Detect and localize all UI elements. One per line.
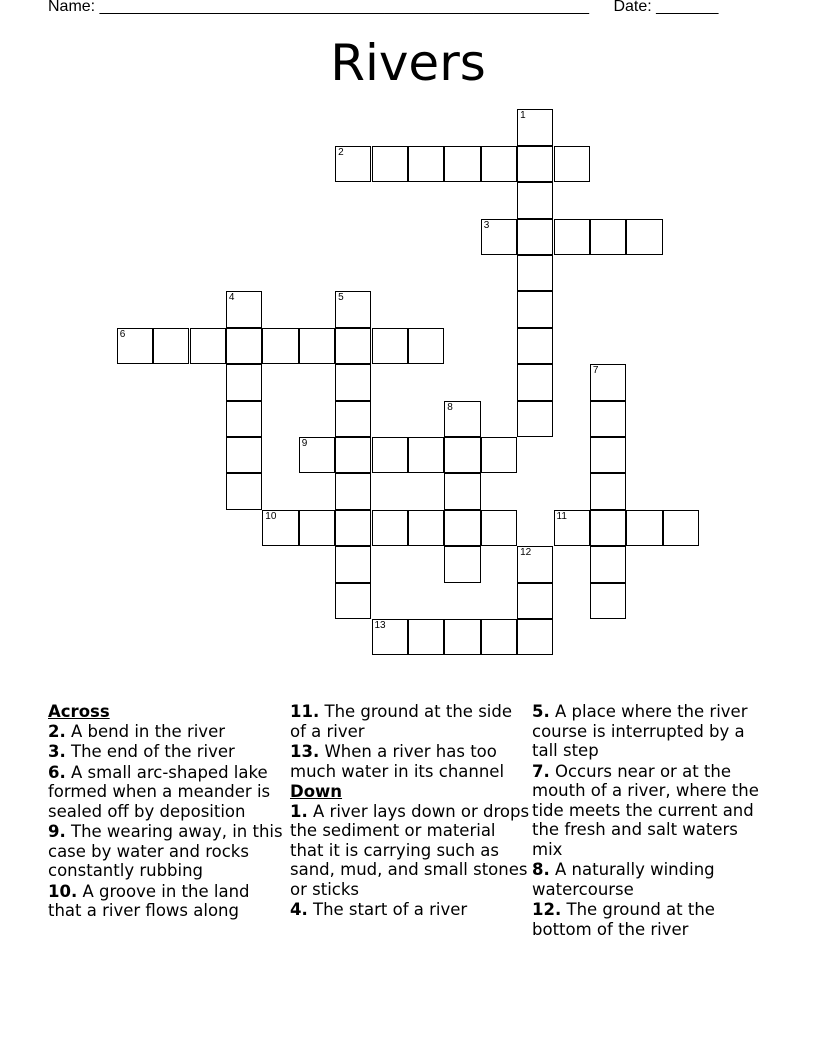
name-label: Name: <box>48 0 96 15</box>
grid-cell[interactable] <box>444 146 480 182</box>
clue-number: 11 <box>556 510 567 522</box>
grid-cell[interactable] <box>517 328 553 364</box>
clue-column-3 <box>532 702 772 940</box>
clue-number: 4 <box>228 292 235 304</box>
clue-text: A river lays down or drops the sediment or material that it is carrying such as sand, mud, and small stones or sticks <box>290 801 530 899</box>
grid-cell[interactable] <box>190 328 226 364</box>
clue-number: 2 <box>338 146 344 158</box>
grid-cell[interactable] <box>335 437 371 473</box>
grid-cell[interactable] <box>335 473 371 509</box>
clue-number-label: 5. <box>532 702 550 721</box>
clue-text: Occurs near or at the mouth of a river, where the tide meets the current and the fresh and salt waters mix <box>532 761 759 859</box>
grid-cell[interactable] <box>262 328 298 364</box>
grid-cell[interactable] <box>335 546 371 582</box>
clue-text: A small arc-shaped lake formed when a meander is sealed off by deposition <box>48 762 271 821</box>
clue-number: 5 <box>338 292 344 304</box>
clue-number-label: 13. <box>290 742 320 761</box>
clue-number-label: 3. <box>48 742 66 761</box>
clue-number: 7 <box>592 365 599 377</box>
grid-cell[interactable] <box>590 219 626 255</box>
grid-cell[interactable] <box>444 401 480 437</box>
grid-cell[interactable] <box>299 510 335 546</box>
clue-number-label: 8. <box>532 860 550 879</box>
clue-number-label: 1. <box>290 801 308 821</box>
grid-cell[interactable] <box>117 328 153 364</box>
clue-item <box>532 860 772 899</box>
clue-number-label: 10. <box>48 881 78 901</box>
grid-cell[interactable] <box>408 510 444 546</box>
across-heading: Across <box>48 702 110 721</box>
grid-cell[interactable] <box>226 291 262 327</box>
grid-cell[interactable] <box>262 510 298 546</box>
grid-cell[interactable] <box>444 437 480 473</box>
grid-cell[interactable] <box>226 401 262 437</box>
clue-number: 8 <box>447 401 453 413</box>
grid-cell[interactable] <box>335 583 371 619</box>
clue-text: The ground at the bottom of the river <box>532 900 715 939</box>
grid-cell[interactable] <box>517 109 553 145</box>
grid-cell[interactable] <box>153 328 189 364</box>
clue-text: A groove in the land that a river flows along <box>48 881 250 920</box>
clue-item <box>48 822 288 881</box>
clue-item <box>48 742 288 762</box>
clue-number-label: 2. <box>48 721 66 741</box>
clue-item <box>48 722 288 742</box>
grid-cell[interactable] <box>481 146 517 182</box>
grid-cell[interactable] <box>408 146 444 182</box>
clue-number-label: 4. <box>290 900 308 919</box>
clue-list <box>290 802 530 920</box>
grid-cell[interactable] <box>299 437 335 473</box>
clue-item <box>290 900 530 920</box>
clue-text: When a river has too much water in its channel <box>290 742 505 781</box>
grid-cell[interactable] <box>626 510 662 546</box>
grid-cell[interactable] <box>517 146 553 182</box>
clue-column-2 <box>290 702 530 921</box>
grid-cell[interactable] <box>626 219 662 255</box>
grid-cell[interactable] <box>335 510 371 546</box>
name-blank[interactable]: _______________________________________________________ <box>99 0 589 15</box>
grid-cell[interactable] <box>335 401 371 437</box>
grid-cell[interactable] <box>335 291 371 327</box>
grid-cell[interactable] <box>590 401 626 437</box>
clue-number: 3 <box>483 219 490 231</box>
grid-cell[interactable] <box>517 619 553 655</box>
clue-item <box>48 882 288 921</box>
grid-cell[interactable] <box>554 219 590 255</box>
grid-cell[interactable] <box>590 473 626 509</box>
grid-cell[interactable] <box>226 437 262 473</box>
grid-cell[interactable] <box>335 364 371 400</box>
clue-number: 6 <box>119 328 126 340</box>
grid-cell[interactable] <box>554 146 590 182</box>
grid-cell[interactable] <box>372 146 408 182</box>
grid-cell[interactable] <box>299 328 335 364</box>
grid-cell[interactable] <box>226 328 262 364</box>
clue-number: 10 <box>265 510 277 522</box>
clue-number-label: 12. <box>532 900 562 919</box>
clue-number: 1 <box>520 110 526 122</box>
clue-list <box>532 702 772 939</box>
clue-column-1 <box>48 702 288 922</box>
clue-item <box>290 742 530 781</box>
grid-cell[interactable] <box>517 182 553 218</box>
clue-text: The end of the river <box>71 742 235 761</box>
grid-cell[interactable] <box>590 510 626 546</box>
grid-cell[interactable] <box>444 510 480 546</box>
clue-item <box>290 802 530 900</box>
clue-text: A place where the river course is interrupted by a tall step <box>532 702 748 760</box>
clue-item <box>532 762 772 860</box>
grid-cell[interactable] <box>481 619 517 655</box>
grid-cell[interactable] <box>517 291 553 327</box>
grid-cell[interactable] <box>663 510 699 546</box>
grid-cell[interactable] <box>335 146 371 182</box>
grid-cell[interactable] <box>408 619 444 655</box>
grid-cell[interactable] <box>226 364 262 400</box>
grid-cell[interactable] <box>408 437 444 473</box>
clue-item <box>48 763 288 822</box>
clue-text: A naturally winding watercourse <box>532 860 715 899</box>
clue-number-label: 9. <box>48 822 66 841</box>
grid-cell[interactable] <box>372 619 408 655</box>
grid-cell[interactable] <box>408 328 444 364</box>
grid-cell[interactable] <box>517 364 553 400</box>
grid-cell[interactable] <box>590 546 626 582</box>
clue-item <box>532 900 772 939</box>
grid-cell[interactable] <box>517 219 553 255</box>
clue-list <box>290 702 530 781</box>
grid-cell[interactable] <box>372 510 408 546</box>
date-blank[interactable]: _______ <box>656 0 719 15</box>
clue-number: 13 <box>374 620 386 631</box>
grid-cell[interactable] <box>481 219 517 255</box>
clue-list <box>48 722 288 921</box>
clue-item <box>532 702 772 761</box>
clue-number: 12 <box>520 547 532 559</box>
grid-cell[interactable] <box>226 473 262 509</box>
page-title: Rivers <box>330 34 486 92</box>
grid-cell[interactable] <box>335 328 371 364</box>
clue-text: A bend in the river <box>71 721 226 741</box>
grid-cell[interactable] <box>517 401 553 437</box>
grid-cell[interactable] <box>372 437 408 473</box>
clue-number-label: 6. <box>48 762 66 782</box>
clue-number-label: 11. <box>290 702 320 721</box>
down-heading: Down <box>290 782 343 801</box>
grid-cell[interactable] <box>590 583 626 619</box>
clue-number: 9 <box>301 438 308 449</box>
grid-cell[interactable] <box>590 364 626 400</box>
grid-cell[interactable] <box>590 437 626 473</box>
grid-cell[interactable] <box>481 510 517 546</box>
clue-text: The wearing away, in this case by water and rocks constantly rubbing <box>48 822 283 880</box>
grid-cell[interactable] <box>517 583 553 619</box>
grid-cell[interactable] <box>517 546 553 582</box>
grid-cell[interactable] <box>517 255 553 291</box>
grid-cell[interactable] <box>444 619 480 655</box>
clue-number-label: 7. <box>532 761 550 781</box>
date-label: Date: <box>613 0 652 15</box>
clue-item <box>290 702 530 741</box>
grid-cell[interactable] <box>481 437 517 473</box>
grid-cell[interactable] <box>554 510 590 546</box>
clue-text: The ground at the side of a river <box>290 702 512 741</box>
clue-text: The start of a river <box>313 900 468 919</box>
grid-cell[interactable] <box>444 473 480 509</box>
grid-cell[interactable] <box>372 328 408 364</box>
grid-cell[interactable] <box>444 546 480 582</box>
